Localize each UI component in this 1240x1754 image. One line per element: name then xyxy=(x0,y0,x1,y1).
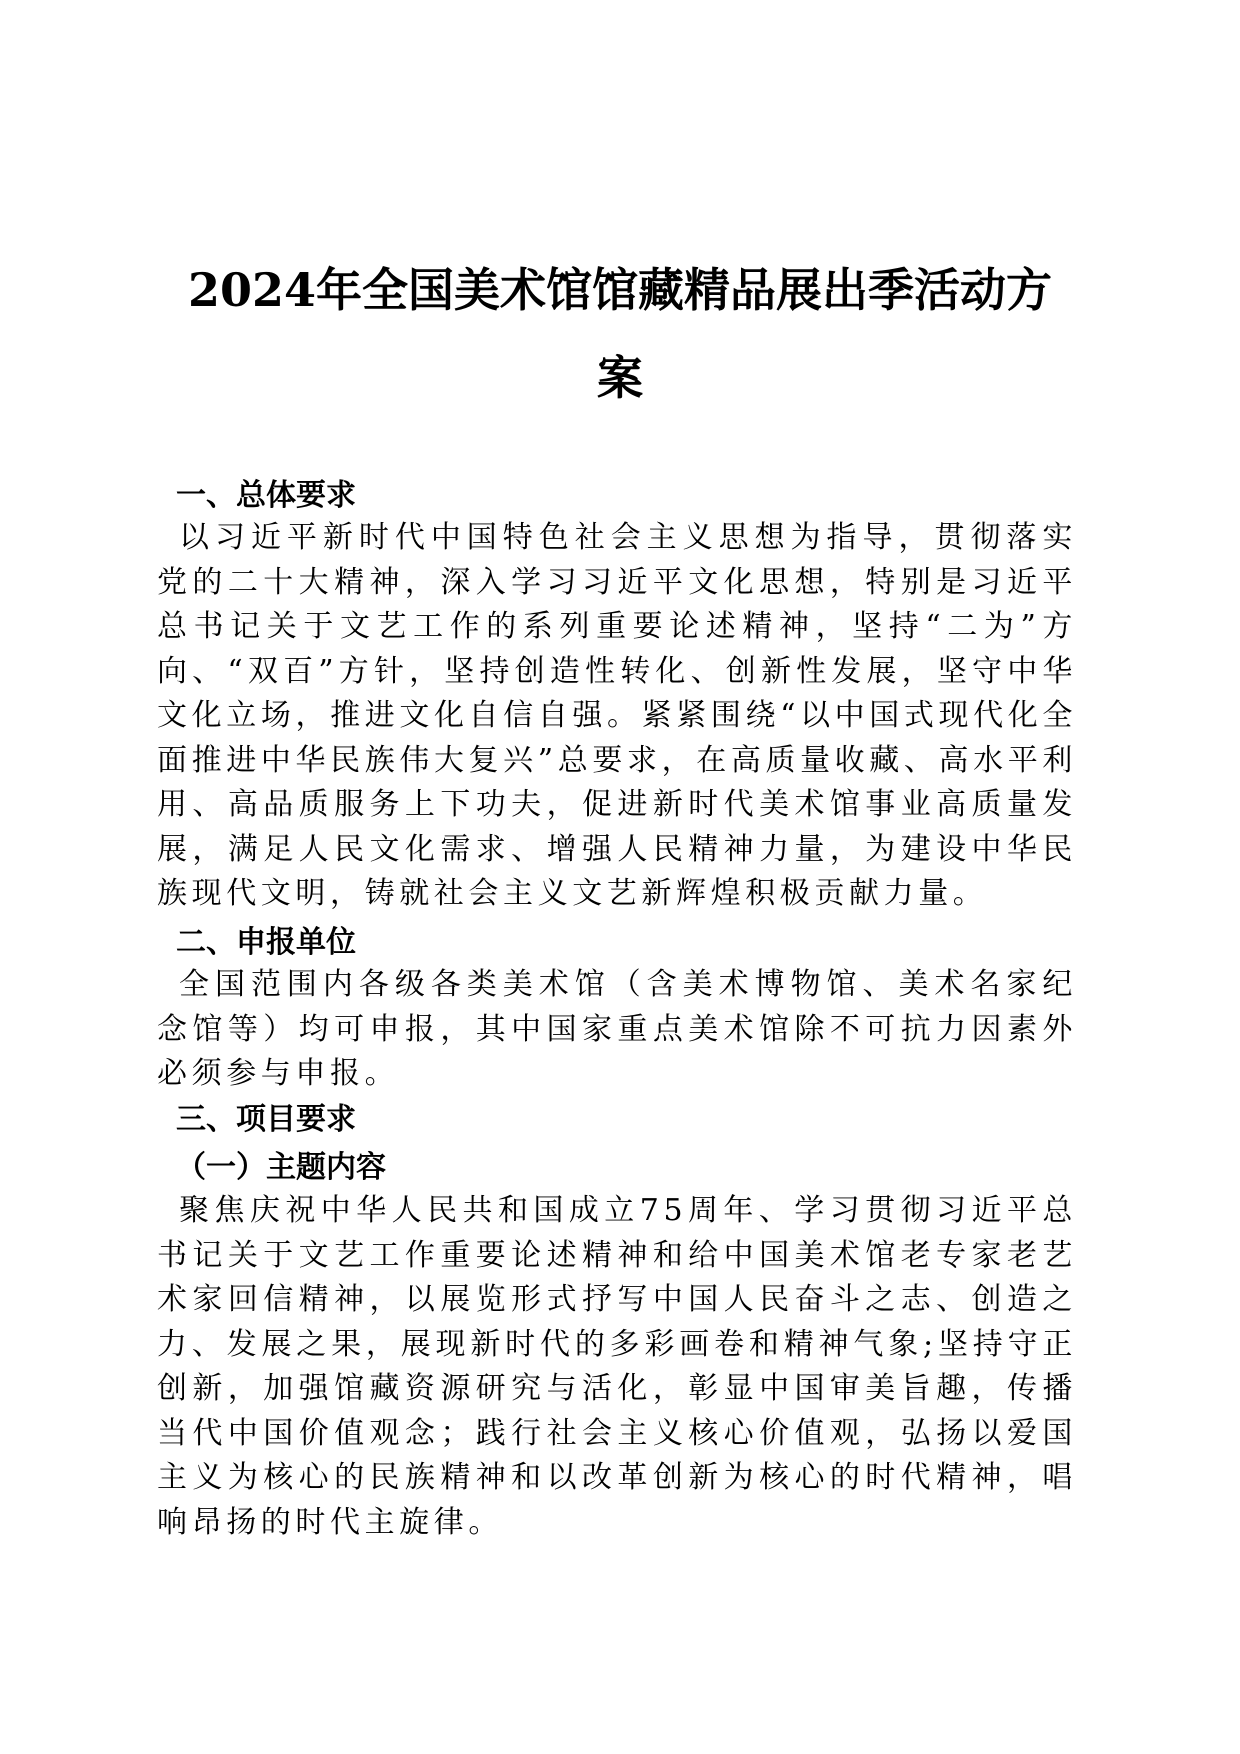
section-paragraph-general-requirements: 以习近平新时代中国特色社会主义思想为指导，贯彻落实党的二十大精神，深入学习习近平文化思想，特别是习近平总书记关于文艺工作的系列重要论述精神，坚持“二为”方向、“双百”方针，坚持创造性转化、创新性发展，坚守中华文化立场，推进文化自信自强。紧紧围绕“以中国式现代化全面推进中华民族伟大复兴”总要求，在高质量收藏、高水平利用、高品质服务上下功夫，促进新时代美术馆事业高质量发展，满足人民文化需求、增强人民精神力量，为建设中华民族现代文明，铸就社会主义文艺新辉煌积极贡献力量。 xyxy=(157,520,1077,911)
section-paragraph-theme-content: 聚焦庆祝中华人民共和国成立75周年、学习贯彻习近平总书记关于文艺工作重要论述精神和给中国美术馆老专家老艺术家回信精神，以展览形式抒写中国人民奋斗之志、创造之力、发展之果，展现新时代的多彩画卷和精神气象;坚持守正创新，加强馆藏资源研究与活化，彰显中国审美旨趣，传播当代中国价值观念；践行社会主义核心价值观，弘扬以爱国主义为核心的民族精神和以改革创新为核心的时代精神，唱响昂扬的时代主旋律。 xyxy=(157,1193,1077,1540)
subsection-heading-theme-content: （一）主题内容 xyxy=(176,1150,386,1185)
document-title-line-2: 案 xyxy=(597,351,643,405)
section-heading-applicants: 二、申报单位 xyxy=(176,925,356,960)
document-title-line-1: 2024年全国美术馆馆藏精品展出季活动方 xyxy=(187,263,1053,317)
section-heading-project-requirements: 三、项目要求 xyxy=(176,1102,356,1137)
section-paragraph-applicants: 全国范围内各级各类美术馆（含美术博物馆、美术名家纪念馆等）均可申报，其中国家重点美术馆除不可抗力因素外必须参与申报。 xyxy=(157,967,1077,1091)
section-heading-general-requirements: 一、总体要求 xyxy=(176,478,356,513)
